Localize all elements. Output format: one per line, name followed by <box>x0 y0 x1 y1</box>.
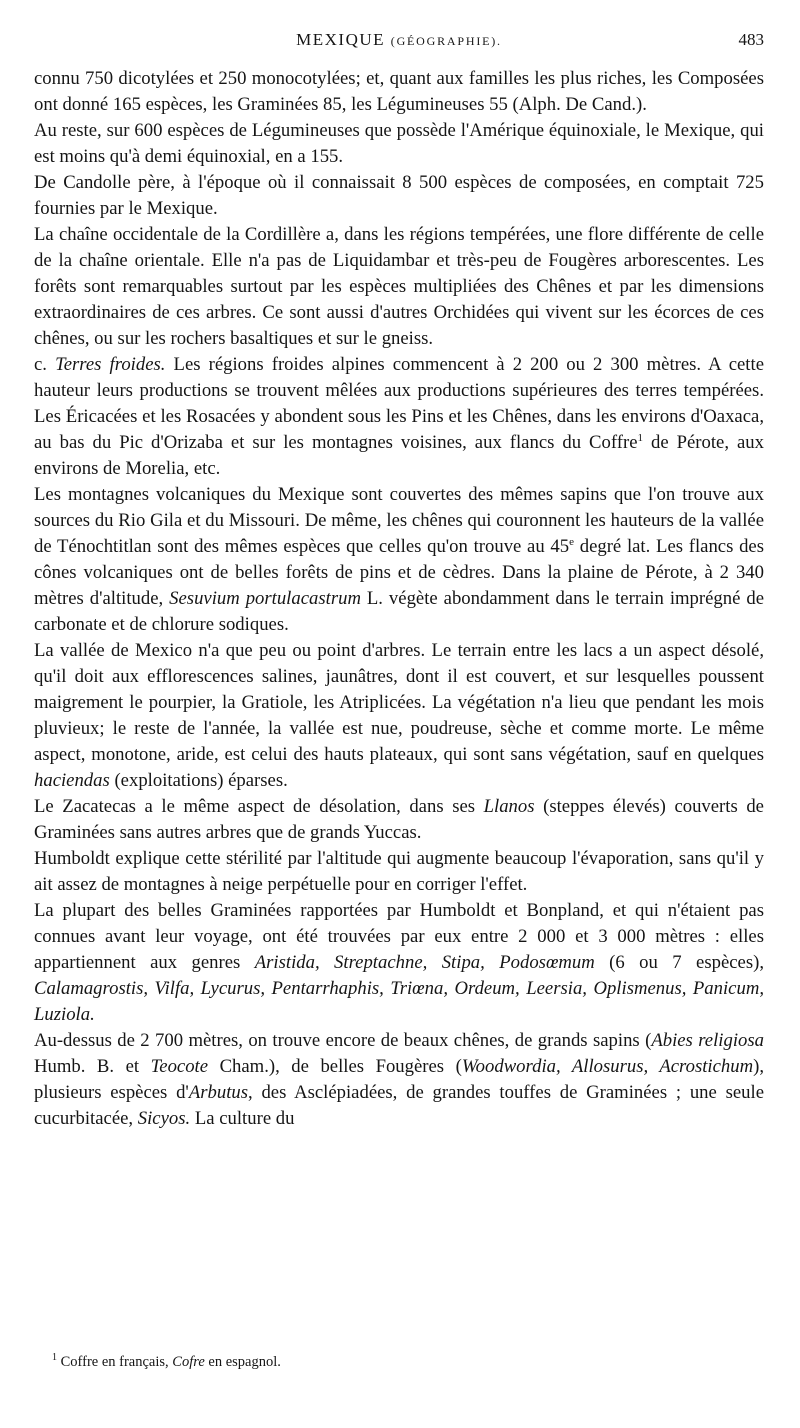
paragraph <box>34 638 764 794</box>
text-run: en espagnol. <box>204 1354 281 1370</box>
paragraph <box>34 118 764 170</box>
text-run: , des Asclépiadées, de grandes touffes de Graminées ; une seule cucurbitacée, <box>34 1082 764 1129</box>
paragraph <box>34 222 764 352</box>
text-run: Les montagnes volcaniques du Mexique sont couvertes des mêmes sapins que l'on trouve aux sources du Rio Gila et du Missouri. De même, les chênes qui couronnent les hauteurs de la vallée de Ténochtitlan sont des mêmes espèces que celles qu'on trouve au 45 <box>34 484 764 557</box>
italic-text: Woodwordia, Allosurus, Acrostichum <box>461 1056 754 1077</box>
body-text <box>34 66 764 1132</box>
text-run: L. végète abondamment dans le terrain imprégné de carbonate et de chlorure sodiques. <box>34 588 764 635</box>
paragraph <box>34 352 764 482</box>
italic-text: Abies religiosa <box>651 1030 764 1051</box>
italic-text: Calamagrostis, Vilfa, Lycurus, Pentarrhaphis, Triœna, Ordeum, Leersia, Oplismenus, Panicum, Luziola. <box>34 978 764 1025</box>
paragraph <box>34 170 764 222</box>
italic-text: Aristida, Streptachne, Stipa, Podosœmum <box>254 952 595 973</box>
italic-text: Arbutus <box>188 1082 248 1103</box>
text-run: ), plusieurs espèces d' <box>34 1056 765 1103</box>
paragraph <box>34 482 764 638</box>
italic-text: Llanos <box>483 796 535 817</box>
paragraph <box>34 66 764 118</box>
paragraph <box>34 1028 764 1132</box>
text-run: (6 ou 7 espèces), <box>594 952 765 973</box>
footnote-area <box>34 1353 764 1371</box>
superscript: e <box>569 535 574 548</box>
text-run: c. <box>34 354 56 375</box>
text-run: La vallée de Mexico n'a que peu ou point d'arbres. Le terrain entre les lacs a un aspect désolé, qu'il doit aux efflorescences salines, jaunâtres, dont il est couvert, et sur lesquelles poussent maigrement le pourpier, la Gratiole, les Atriplicées. La végétation n'a lieu que pendant les mois pluvieux; le reste de l'année, la vallée est nue, poudreuse, sèche et comme morte. Le même aspect, monotone, aride, est celui des hauts plateaux, qui sont sans végétation, sauf en quelques <box>34 640 764 765</box>
running-title-sub: (GÉOGRAPHIE). <box>390 34 502 48</box>
italic-text: Sicyos. <box>137 1108 191 1129</box>
text-run: degré lat. Les flancs des cônes volcaniques ont de belles forêts de pins et de cèdres. Dans la plaine de Pérote, à 2 340 mètres d'altitude, <box>34 536 764 609</box>
footnote-mark: 1 <box>52 1352 57 1364</box>
text-run: connu 750 dicotylées et 250 monocotylées; et, quant aux familles les plus riches, les Composées ont donné 165 espèces, les Graminées 85, les Légumineuses 55 (Alph. De Cand.). <box>34 68 764 115</box>
text-run: (steppes élevés) couverts de Graminées sans autres arbres que de grands Yuccas. <box>34 796 764 843</box>
text-run: La plupart des belles Graminées rapportées par Humboldt et Bonpland, et qui n'étaient pas connues avant leur voyage, ont été trouvées par eux entre 2 000 et 3 000 mètres : elles appartiennent aux genres <box>34 900 764 973</box>
text-run: Le Zacatecas a le même aspect de désolation, dans ses <box>34 796 484 817</box>
text-run: (exploitations) éparses. <box>109 770 288 791</box>
italic-text: Sesuvium portulacastrum <box>169 588 361 609</box>
text-run: De Candolle père, à l'époque où il connaissait 8 500 espèces de composées, en comptait 725 fournies par le Mexique. <box>34 172 764 219</box>
italic-text: Teocote <box>150 1056 209 1077</box>
italic-text: Terres froides. <box>55 354 166 375</box>
text-run: La culture du <box>190 1108 295 1129</box>
footnote <box>34 1353 764 1371</box>
text-run: Humb. B. et <box>34 1056 151 1077</box>
paragraph <box>34 794 764 846</box>
italic-text: Cofre <box>172 1354 205 1370</box>
text-run: Cham.), de belles Fougères ( <box>208 1056 462 1077</box>
text-run: Coffre en français, <box>57 1354 173 1370</box>
text-run: de Pérote, aux environs de Morelia, etc. <box>34 432 764 479</box>
book-page <box>34 28 764 1132</box>
text-run: La chaîne occidentale de la Cordillère a, dans les régions tempérées, une flore différente de celle de la chaîne orientale. Elle n'a pas de Liquidambar et très-peu de Fougères arborescentes. Les forêts sont remarquables surtout par les espèces multipliées des Chênes et par les dimensions extraordinaires de ces arbres. Ce sont aussi d'autres Orchidées qui vivent sur les écorces de ces chênes, ou sur les rochers basaltiques et sur le gneiss. <box>34 224 764 349</box>
paragraph <box>34 898 764 1028</box>
italic-text: haciendas <box>34 770 110 791</box>
text-run: Au-dessus de 2 700 mètres, on trouve encore de beaux chênes, de grands sapins ( <box>34 1030 652 1051</box>
running-title <box>34 30 764 50</box>
superscript: 1 <box>637 431 643 444</box>
page-number: 483 <box>738 30 764 49</box>
paragraph <box>34 846 764 898</box>
running-header <box>34 28 764 58</box>
text-run: Humboldt explique cette stérilité par l'altitude qui augmente beaucoup l'évaporation, sans qu'il y ait assez de montagnes à neige perpétuelle pour en corriger l'effet. <box>34 848 764 895</box>
text-run: Les régions froides alpines commencent à 2 200 ou 2 300 mètres. A cette hauteur leurs productions se trouvent mêlées aux productions supérieures des terres tempérées. Les Éricacées et les Rosacées y abondent sous les Pins et les Chênes, dans les environs d'Oaxaca, au bas du Pic d'Orizaba et sur les montagnes voisines, aux flancs du Coffre <box>34 354 764 453</box>
text-run: Au reste, sur 600 espèces de Légumineuses que possède l'Amérique équinoxiale, le Mexique, qui est moins qu'à demi équinoxial, en a 155. <box>34 120 764 167</box>
running-title-main: MEXIQUE <box>296 30 386 49</box>
